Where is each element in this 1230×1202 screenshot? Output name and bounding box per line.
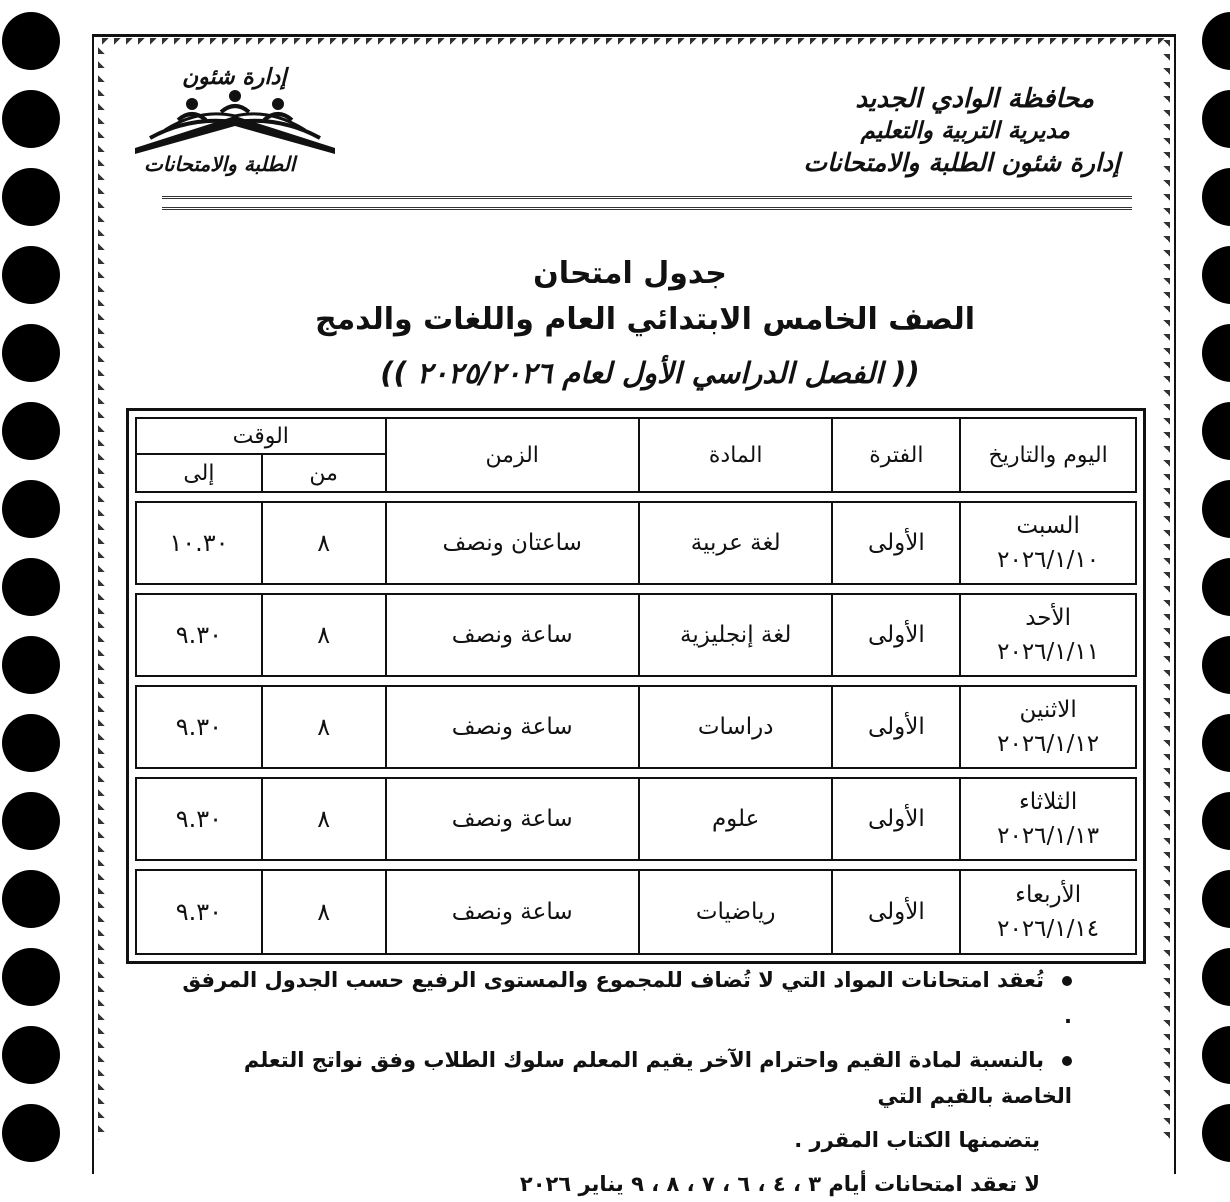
exam-date: ٢٠٢٦/١/١٢: [997, 731, 1100, 758]
perforation-hole: [2, 870, 60, 928]
perforation-hole: [1202, 480, 1230, 538]
day-name: السبت: [1016, 513, 1080, 540]
perforation-hole: [1202, 402, 1230, 460]
table-row: [136, 778, 1136, 860]
from-cell: ٨: [262, 778, 386, 860]
duration-cell: ساعة ونصف: [386, 778, 639, 860]
perforation-hole: [2, 90, 60, 148]
header-divider: [162, 196, 1132, 210]
perforation-hole: [1202, 1026, 1230, 1084]
perforation-hole: [2, 480, 60, 538]
perforation-hole: [1202, 1104, 1230, 1162]
to-cell: ٩.٣٠: [136, 594, 262, 676]
exam-schedule-frame: [126, 408, 1146, 964]
from-cell: ٨: [262, 502, 386, 584]
row-spacer: [136, 768, 1136, 778]
exam-date: ٢٠٢٦/١/١٠: [997, 547, 1100, 574]
table-row: [136, 594, 1136, 676]
to-cell: ١٠.٣٠: [136, 502, 262, 584]
department-name: إدارة شئون الطلبة والامتحانات: [803, 148, 1120, 177]
day-name: الثلاثاء: [1018, 789, 1078, 816]
day-date-cell: [960, 778, 1136, 860]
day-date-cell: [960, 502, 1136, 584]
right-border-pattern: [1158, 40, 1170, 1140]
right-perforation: [1200, 0, 1230, 1142]
perforation-hole: [2, 792, 60, 850]
left-perforation: [0, 0, 60, 1142]
perforation-hole: [1202, 558, 1230, 616]
logo-bottom-text: الطلبة والامتحانات: [144, 152, 296, 176]
row-spacer: [136, 492, 1136, 502]
perforation-hole: [1202, 90, 1230, 148]
subject-cell: دراسات: [639, 686, 833, 768]
day-date-cell: [960, 870, 1136, 954]
day-date-cell: [960, 686, 1136, 768]
day-name: الأحد: [1025, 605, 1072, 632]
day-name: الأربعاء: [1015, 882, 1082, 909]
open-book-icon: [130, 86, 340, 156]
period-cell: الأولى: [832, 686, 960, 768]
perforation-hole: [1202, 948, 1230, 1006]
perforation-hole: [1202, 870, 1230, 928]
grade-title: الصف الخامس الابتدائي العام واللغات والدمج: [314, 302, 976, 337]
note-item: [172, 1042, 1072, 1114]
perforation-hole: [2, 714, 60, 772]
header-to: إلى: [136, 454, 262, 492]
duration-cell: ساعتان ونصف: [386, 502, 639, 584]
note-item: [172, 962, 1072, 1034]
perforation-hole: [2, 168, 60, 226]
period-cell: الأولى: [832, 594, 960, 676]
period-cell: الأولى: [832, 502, 960, 584]
subject-cell: لغة عربية: [639, 502, 833, 584]
directorate-name: مديرية التربية والتعليم: [860, 117, 1070, 144]
logo-top-text: إدارة شئون: [182, 64, 287, 90]
notes-section: [172, 962, 1072, 1202]
header-duration: الزمن: [386, 418, 639, 492]
table-row: [136, 870, 1136, 954]
department-logo: [130, 64, 340, 182]
header-subject: المادة: [639, 418, 833, 492]
header-time: الوقت: [136, 418, 386, 454]
header-period: الفترة: [832, 418, 960, 492]
perforation-hole: [2, 1104, 60, 1162]
subject-cell: لغة إنجليزية: [639, 594, 833, 676]
bullet-icon: [1062, 976, 1072, 986]
duration-cell: ساعة ونصف: [386, 686, 639, 768]
note-text: بالنسبة لمادة القيم واحترام الآخر يقيم المعلم سلوك الطلاب وفق نواتج التعلم الخاصة بالقيم التي: [243, 1048, 1072, 1108]
header-from: من: [262, 454, 386, 492]
to-cell: ٩.٣٠: [136, 686, 262, 768]
perforation-hole: [2, 12, 60, 70]
perforation-hole: [1202, 636, 1230, 694]
document-title: جدول امتحان: [533, 256, 727, 291]
row-spacer: [136, 860, 1136, 870]
to-cell: ٩.٣٠: [136, 870, 262, 954]
exam-schedule-table: [135, 417, 1137, 955]
perforation-hole: [2, 948, 60, 1006]
duration-cell: ساعة ونصف: [386, 594, 639, 676]
day-name: الاثنين: [1019, 697, 1077, 724]
note-continuation: يتضمنها الكتاب المقرر .: [794, 1128, 1040, 1152]
governorate-name: محافظة الوادي الجديد: [855, 84, 1094, 114]
perforation-hole: [2, 558, 60, 616]
duration-cell: ساعة ونصف: [386, 870, 639, 954]
header-day: اليوم والتاريخ: [960, 418, 1136, 492]
note-item: لا تعقد امتحانات أيام ٣ ، ٤ ، ٦ ، ٧ ، ٨ ، ٩ يناير ٢٠٢٦: [519, 1172, 1040, 1196]
perforation-hole: [2, 402, 60, 460]
left-border-pattern: [98, 40, 110, 1140]
table-row: [136, 502, 1136, 584]
row-spacer: [136, 676, 1136, 686]
exam-date: ٢٠٢٦/١/١١: [997, 639, 1100, 666]
note-text: تُعقد امتحانات المواد التي لا تُضاف للمجموع والمستوى الرفيع حسب الجدول المرفق .: [182, 968, 1072, 1028]
table-row: [136, 686, 1136, 768]
exam-date: ٢٠٢٦/١/١٤: [997, 916, 1100, 943]
to-cell: ٩.٣٠: [136, 778, 262, 860]
period-cell: الأولى: [832, 870, 960, 954]
perforation-hole: [1202, 792, 1230, 850]
period-cell: الأولى: [832, 778, 960, 860]
top-border-pattern: [102, 38, 1166, 52]
day-date-cell: [960, 594, 1136, 676]
from-cell: ٨: [262, 870, 386, 954]
perforation-hole: [1202, 12, 1230, 70]
bullet-icon: [1062, 1056, 1072, 1066]
term-title: (( الفصل الدراسي الأول لعام ٢٠٢٥/٢٠٢٦ )): [380, 356, 920, 390]
perforation-hole: [2, 636, 60, 694]
subject-cell: علوم: [639, 778, 833, 860]
from-cell: ٨: [262, 594, 386, 676]
perforation-hole: [1202, 168, 1230, 226]
organization-header: [700, 82, 1120, 180]
exam-date: ٢٠٢٦/١/١٣: [997, 823, 1100, 850]
from-cell: ٨: [262, 686, 386, 768]
perforation-hole: [1202, 714, 1230, 772]
perforation-hole: [2, 1026, 60, 1084]
row-spacer: [136, 584, 1136, 594]
subject-cell: رياضيات: [639, 870, 833, 954]
